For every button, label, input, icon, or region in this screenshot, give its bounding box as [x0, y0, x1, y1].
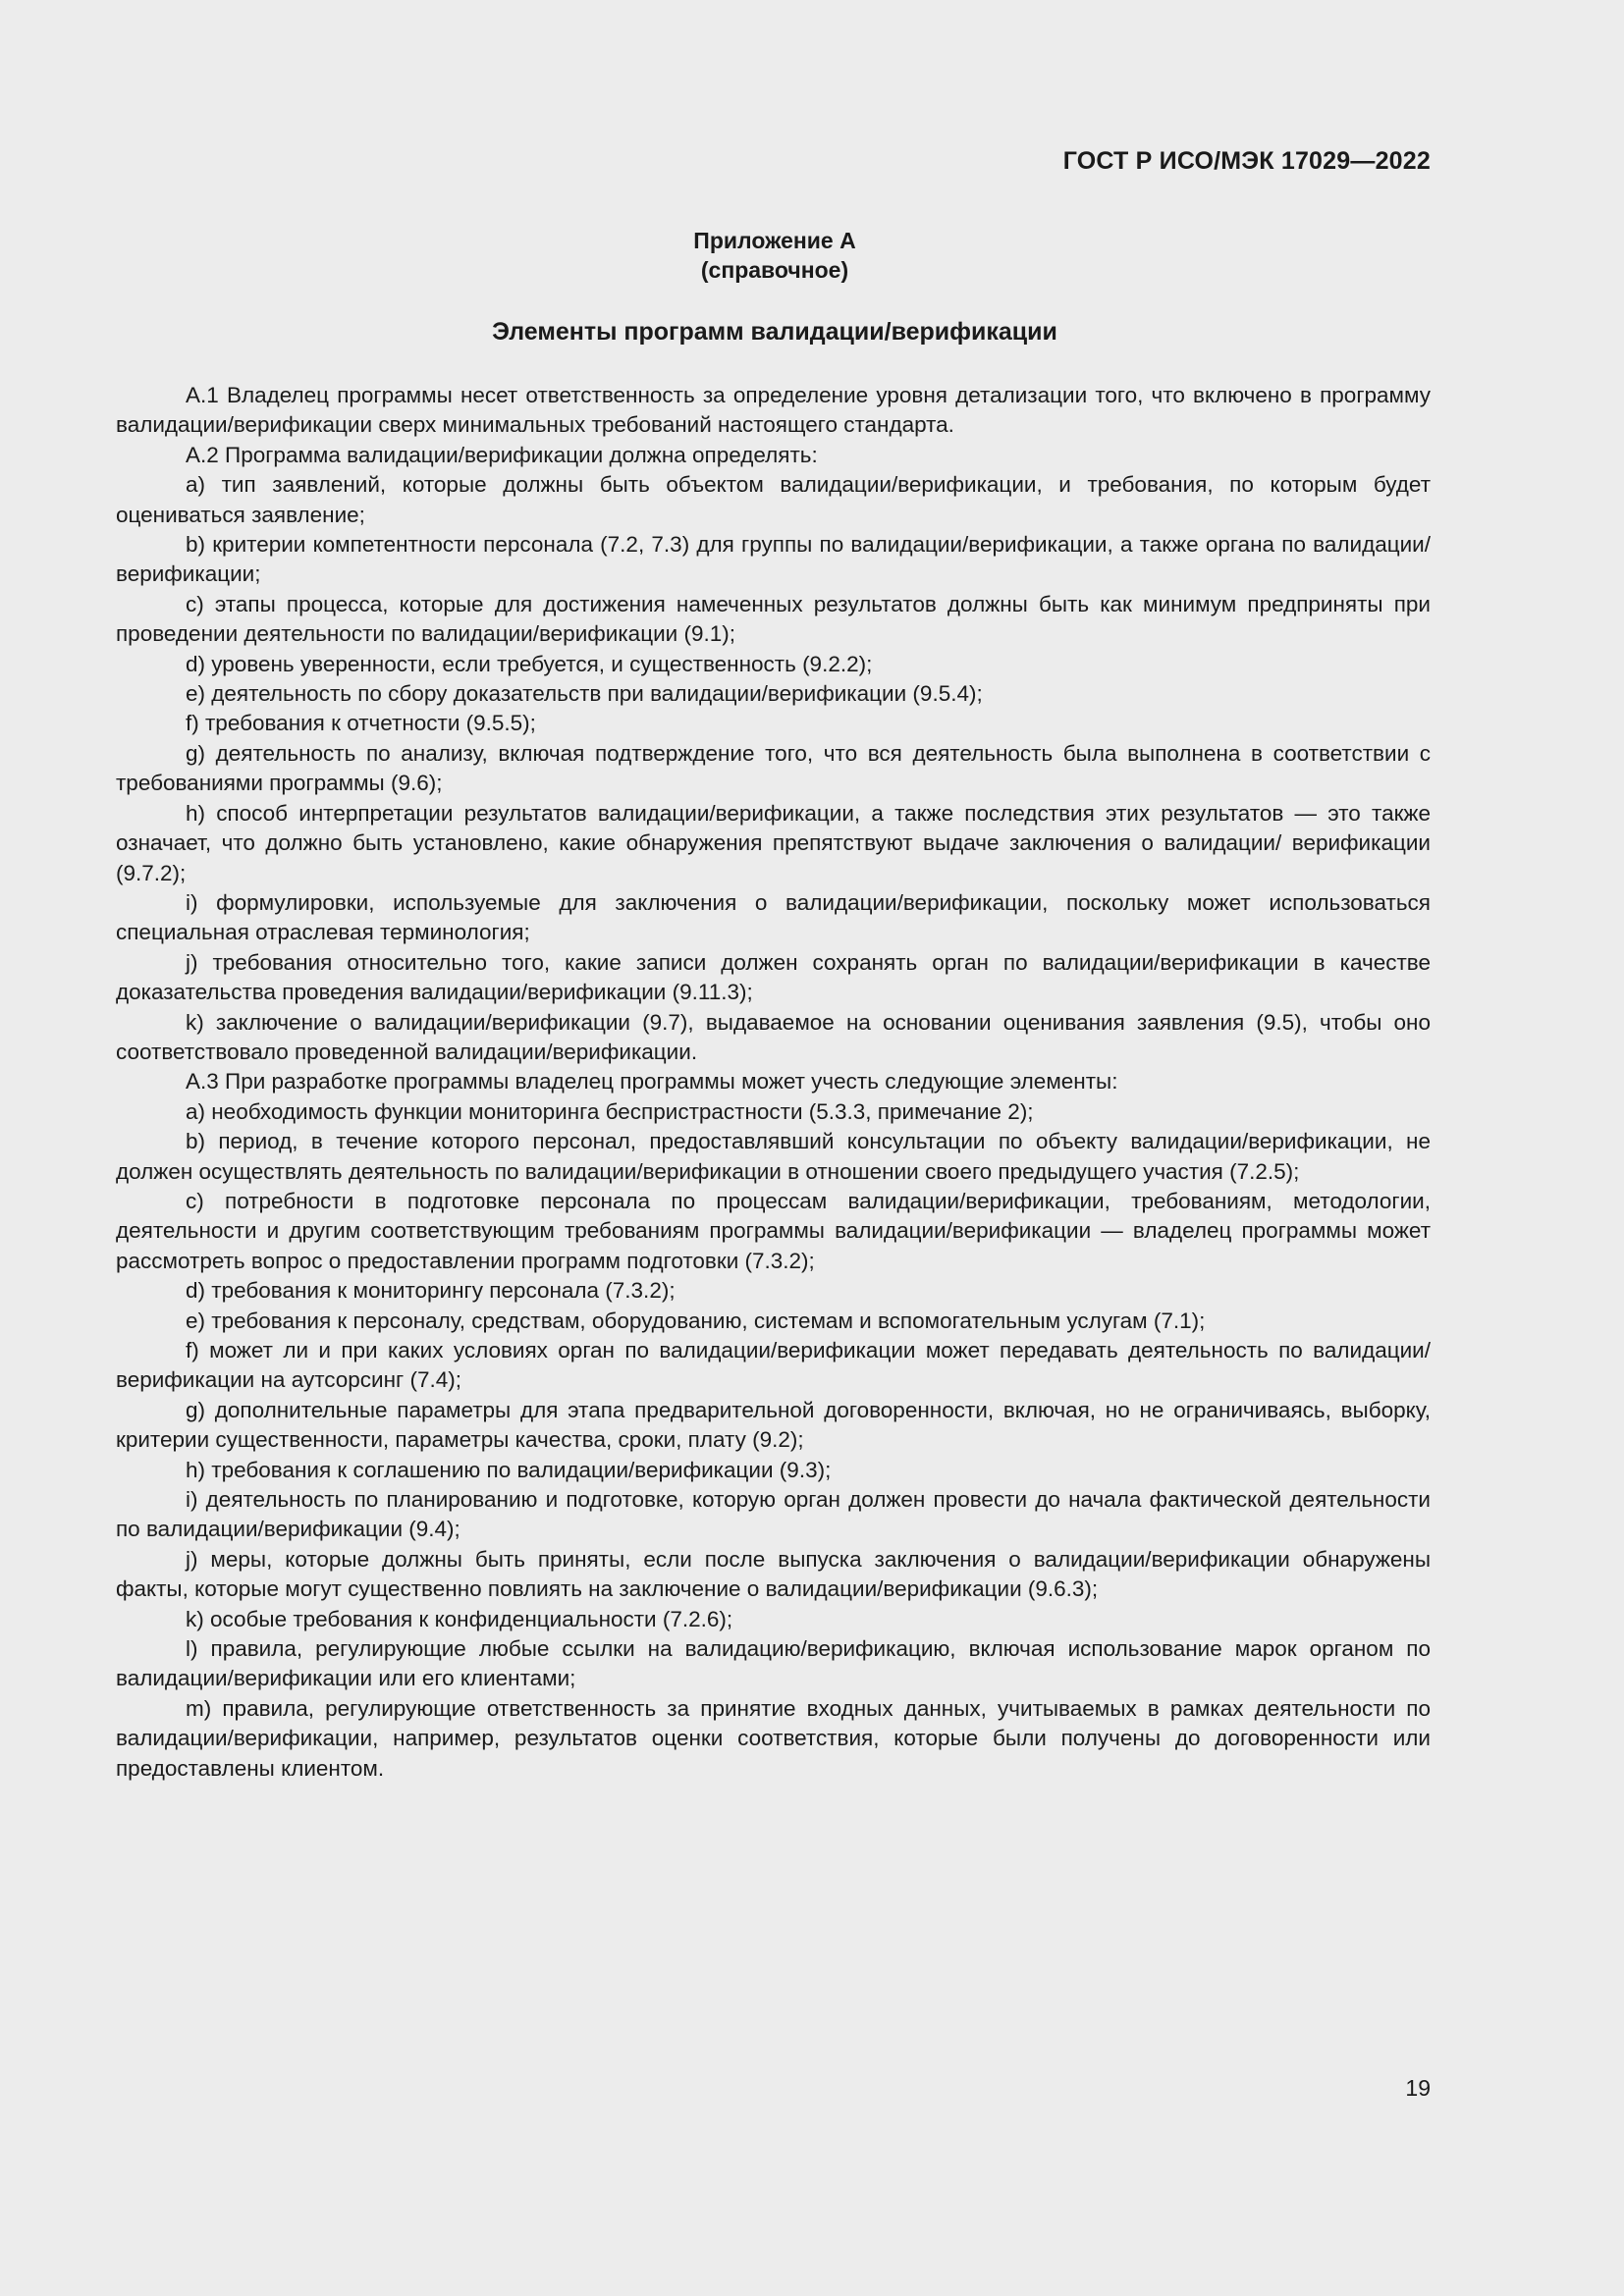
list-item-a2-k: k) заключение о валидации/верификации (9.7), выдаваемое на основании оценивания заявления (9.5), чтобы оно соответствовало проведенной валидации/верификации.: [116, 1009, 1431, 1064]
list-item-a3-f: f) может ли и при каких условиях орган по валидации/верификации может передавать деятельность по валидации/верификации на аутсорсинг (7.4);: [116, 1338, 1431, 1393]
list-item-a2-i: i) формулировки, используемые для заключения о валидации/верификации, поскольку может использоваться специальная отраслевая терминология;: [116, 889, 1431, 945]
page-number: 19: [1405, 2075, 1431, 2101]
list-item-a2-j: j) требования относительно того, какие записи должен сохранять орган по валидации/верификации в качестве доказательства проведения валидации/верификации (9.11.3);: [116, 949, 1431, 1005]
list-item-a3-a: а) необходимость функции мониторинга беспристрастности (5.3.3, примечание 2);: [186, 1098, 1034, 1124]
list-item-a3-l: l) правила, регулирующие любые ссылки на валидацию/верификацию, включая использование марок органом по валидации/верификации или его клиентами;: [116, 1636, 1431, 1691]
list-item-a2-c: с) этапы процесса, которые для достижения намеченных результатов должны быть как минимум предприняты при проведении деятельности по валидации/верификации (9.1);: [116, 591, 1431, 647]
list-item-a3-m: m) правила, регулирующие ответственность за принятие входных данных, учитываемых в рамках деятельности по валидации/верификации, например, результатов оценки соответствия, которые были получены до договоренности или предоставлены клиентом.: [116, 1695, 1431, 1781]
paragraph-a2: А.2 Программа валидации/верификации должна определять:: [186, 442, 818, 467]
list-item-a3-b: b) период, в течение которого персонал, предоставлявший консультации по объекту валидации/верификации, не должен осуществлять деятельность по валидации/верификации в отношении своего предыдущего участия (7.2.5);: [116, 1129, 1431, 1184]
list-item-a2-b: b) критерии компетентности персонала (7.2, 7.3) для группы по валидации/верификации, а также органа по валидации/верификации;: [116, 532, 1431, 587]
list-item-a2-g: g) деятельность по анализу, включая подтверждение того, что вся деятельность была выполнена в соответствии с требованиями программы (9.6);: [116, 740, 1431, 796]
list-item-a2-a: а) тип заявлений, которые должны быть объектом валидации/верификации, и требования, по которым будет оцениваться заявление;: [116, 472, 1431, 527]
appendix-subtitle: (справочное): [700, 257, 849, 283]
list-item-a3-h: h) требования к соглашению по валидации/верификации (9.3);: [186, 1457, 832, 1482]
section-title: Элементы программ валидации/верификации: [492, 318, 1057, 346]
list-item-a3-e: е) требования к персоналу, средствам, оборудованию, системам и вспомогательным услугам (7.1);: [186, 1308, 1206, 1333]
list-item-a3-g: g) дополнительные параметры для этапа предварительной договоренности, включая, но не ограничиваясь, выборку, критерии существенности, параметры качества, сроки, плату (9.2);: [116, 1397, 1431, 1453]
list-item-a3-d: d) требования к мониторингу персонала (7.3.2);: [186, 1278, 676, 1304]
paragraph-a3: А.3 При разработке программы владелец программы может учесть следующие элементы:: [186, 1069, 1118, 1095]
list-item-a2-d: d) уровень уверенности, если требуется, и существенность (9.2.2);: [186, 651, 873, 676]
list-item-a2-f: f) требования к отчетности (9.5.5);: [186, 711, 536, 736]
paragraph-a1: А.1 Владелец программы несет ответственность за определение уровня детализации того, что включено в программу валидации/верификации сверх минимальных требований настоящего стандарта.: [116, 383, 1431, 438]
standard-designation: ГОСТ Р ИСО/МЭК 17029—2022: [1062, 147, 1431, 175]
list-item-a3-j: j) меры, которые должны быть приняты, если после выпуска заключения о валидации/верификации обнаружены факты, которые могут существенно повлиять на заключение о валидации/верификации (9.6.3);: [116, 1546, 1431, 1602]
appendix-heading: [0, 226, 1549, 285]
list-item-a2-e: е) деятельность по сбору доказательств при валидации/верификации (9.5.4);: [186, 681, 983, 707]
list-item-a3-k: k) особые требования к конфиденциальности (7.2.6);: [186, 1606, 733, 1631]
list-item-a3-i: i) деятельность по планированию и подготовке, которую орган должен провести до начала фактической деятельности по валидации/верификации (9.4);: [116, 1487, 1431, 1542]
appendix-title: Приложение А: [693, 228, 856, 253]
document-body: [116, 381, 1431, 1784]
list-item-a2-h: h) способ интерпретации результатов валидации/верификации, а также последствия этих результатов — это также означает, что должно быть установлено, какие обнаружения препятствуют выдаче заключения о валидации/ верификации (9.7.2);: [116, 800, 1431, 885]
list-item-a3-c: с) потребности в подготовке персонала по процессам валидации/верификации, требованиям, методологии, деятельности и другим соответствующим требованиям программы валидации/верификации — владелец программы может рассмотреть вопрос о предоставлении программ подготовки (7.3.2);: [116, 1188, 1431, 1273]
